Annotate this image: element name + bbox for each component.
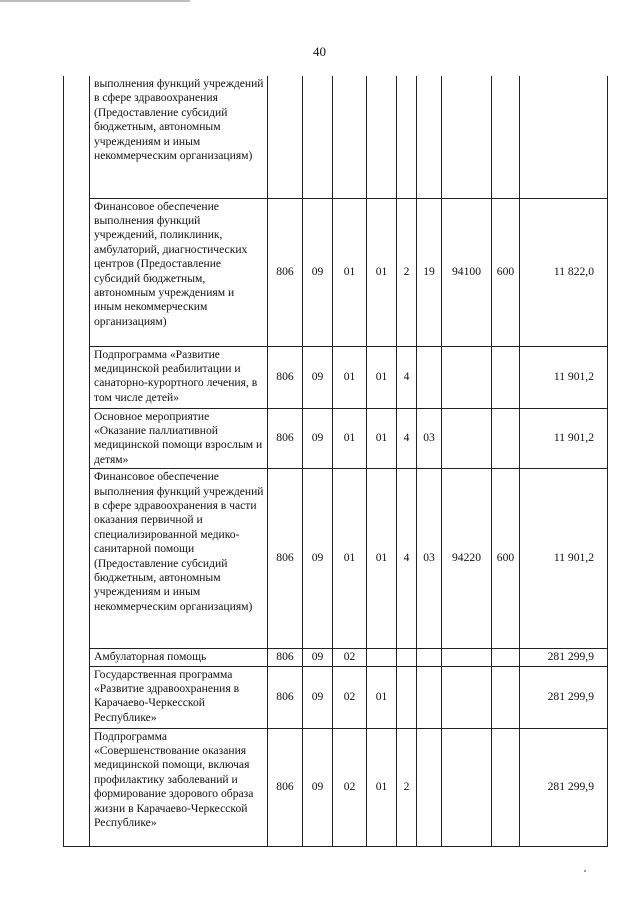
ministry-code-cell: 806 xyxy=(268,198,303,346)
event-code-cell xyxy=(417,728,442,846)
amount-cell: 11 901,2 xyxy=(520,346,608,408)
scan-speck xyxy=(584,870,586,872)
program-code-cell xyxy=(367,649,397,666)
subprogram-code-cell xyxy=(397,666,417,728)
subsection-code-cell: 01 xyxy=(333,469,367,649)
table-row xyxy=(64,649,608,666)
program-code-cell: 01 xyxy=(367,728,397,846)
program-code-cell: 01 xyxy=(367,198,397,346)
section-code-cell xyxy=(303,76,333,198)
ministry-code-cell: 806 xyxy=(268,346,303,408)
direction-code-cell xyxy=(442,728,492,846)
section-code-cell: 09 xyxy=(303,346,333,408)
amount-cell: 281 299,9 xyxy=(520,728,608,846)
direction-code-cell xyxy=(442,649,492,666)
amount-cell: 11 901,2 xyxy=(520,408,608,469)
direction-code-cell xyxy=(442,408,492,469)
subsection-code-cell: 02 xyxy=(333,666,367,728)
expense-type-code-cell xyxy=(492,649,520,666)
ministry-code-cell: 806 xyxy=(268,666,303,728)
ministry-code-cell: 806 xyxy=(268,408,303,469)
table-row xyxy=(64,469,608,649)
ministry-code-cell: 806 xyxy=(268,469,303,649)
section-code-cell: 09 xyxy=(303,469,333,649)
program-code-cell: 01 xyxy=(367,408,397,469)
budget-table xyxy=(63,76,608,847)
subprogram-code-cell: 2 xyxy=(397,198,417,346)
subprogram-code-cell: 4 xyxy=(397,346,417,408)
expense-type-code-cell xyxy=(492,76,520,198)
subsection-code-cell: 01 xyxy=(333,346,367,408)
direction-code-cell: 94220 xyxy=(442,469,492,649)
section-code-cell: 09 xyxy=(303,198,333,346)
subprogram-code-cell: 4 xyxy=(397,408,417,469)
subsection-code-cell: 02 xyxy=(333,649,367,666)
subprogram-code-cell xyxy=(397,649,417,666)
row-margin-cell xyxy=(64,649,90,666)
row-name-cell: Подпрограмма «Развитие медицинской реабилитации и санаторно-курортного лечения, в том числе детей» xyxy=(90,346,268,408)
event-code-cell xyxy=(417,346,442,408)
amount-cell: 11 822,0 xyxy=(520,198,608,346)
row-margin-cell xyxy=(64,469,90,649)
event-code-cell xyxy=(417,666,442,728)
event-code-cell xyxy=(417,649,442,666)
table-row xyxy=(64,666,608,728)
table-row xyxy=(64,76,608,198)
subprogram-code-cell: 2 xyxy=(397,728,417,846)
event-code-cell: 03 xyxy=(417,408,442,469)
section-code-cell: 09 xyxy=(303,408,333,469)
row-name-cell: Финансовое обеспечение выполнения функций учреждений в сфере здравоохранения в части оказания первичной и специализированной медико-санитарной помощи (Предоставление субсидий бюджетным, автономным учреждениям и иным некоммерческим организациям) xyxy=(90,469,268,649)
table-row xyxy=(64,728,608,846)
subsection-code-cell: 01 xyxy=(333,408,367,469)
subsection-code-cell xyxy=(333,76,367,198)
program-code-cell: 01 xyxy=(367,666,397,728)
ministry-code-cell: 806 xyxy=(268,728,303,846)
subsection-code-cell: 01 xyxy=(333,198,367,346)
ministry-code-cell xyxy=(268,76,303,198)
expense-type-code-cell: 600 xyxy=(492,198,520,346)
row-name-cell: Подпрограмма «Совершенствование оказания медицинской помощи, включая профилактику заболеваний и формирование здорового образа жизни в Карачаево-Черкесской Республике» xyxy=(90,728,268,846)
program-code-cell: 01 xyxy=(367,469,397,649)
expense-type-code-cell xyxy=(492,666,520,728)
subprogram-code-cell: 4 xyxy=(397,469,417,649)
expense-type-code-cell: 600 xyxy=(492,469,520,649)
direction-code-cell xyxy=(442,346,492,408)
subsection-code-cell: 02 xyxy=(333,728,367,846)
program-code-cell: 01 xyxy=(367,346,397,408)
row-margin-cell xyxy=(64,346,90,408)
row-name-cell: Государственная программа «Развитие здравоохранения в Карачаево-Черкесской Республике» xyxy=(90,666,268,728)
row-name-cell: выполнения функций учреждений в сфере здравоохранения (Предоставление субсидий бюджетным, автономным учреждениям и иным некоммерческим организациям) xyxy=(90,76,268,198)
row-margin-cell xyxy=(64,408,90,469)
table-row xyxy=(64,346,608,408)
table-row xyxy=(64,198,608,346)
scan-edge-mark xyxy=(0,0,190,2)
row-margin-cell xyxy=(64,666,90,728)
row-margin-cell xyxy=(64,198,90,346)
event-code-cell xyxy=(417,76,442,198)
row-margin-cell xyxy=(64,728,90,846)
expense-type-code-cell xyxy=(492,728,520,846)
amount-cell: 11 901,2 xyxy=(520,469,608,649)
amount-cell: 281 299,9 xyxy=(520,649,608,666)
row-name-cell: Финансовое обеспечение выполнения функций учреждений, поликлиник, амбулаторий, диагностических центров (Предоставление субсидий бюджетным, автономным учреждениям и иным некоммерческим организациям) xyxy=(90,198,268,346)
amount-cell: 281 299,9 xyxy=(520,666,608,728)
section-code-cell: 09 xyxy=(303,666,333,728)
direction-code-cell xyxy=(442,76,492,198)
event-code-cell: 19 xyxy=(417,198,442,346)
event-code-cell: 03 xyxy=(417,469,442,649)
page-number: 40 xyxy=(313,44,326,59)
program-code-cell xyxy=(367,76,397,198)
section-code-cell: 09 xyxy=(303,728,333,846)
direction-code-cell xyxy=(442,666,492,728)
table-body xyxy=(64,76,608,846)
direction-code-cell: 94100 xyxy=(442,198,492,346)
section-code-cell: 09 xyxy=(303,649,333,666)
ministry-code-cell: 806 xyxy=(268,649,303,666)
amount-cell xyxy=(520,76,608,198)
expense-type-code-cell xyxy=(492,346,520,408)
expense-type-code-cell xyxy=(492,408,520,469)
row-name-cell: Амбулаторная помощь xyxy=(90,649,268,666)
subprogram-code-cell xyxy=(397,76,417,198)
row-name-cell: Основное мероприятие «Оказание паллиативной медицинской помощи взрослым и детям» xyxy=(90,408,268,469)
table-row xyxy=(64,408,608,469)
row-margin-cell xyxy=(64,76,90,198)
